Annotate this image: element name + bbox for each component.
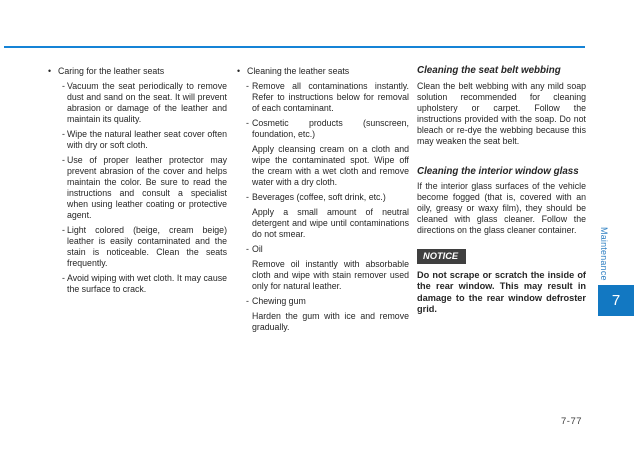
column-caring-leather-seats: [48, 66, 227, 295]
dash-marker: -: [246, 296, 249, 306]
page-number: 7-77: [561, 416, 583, 427]
list-text: Remove all contaminations instantly. Refer to instructions below for removal of each contaminant.: [252, 81, 409, 113]
header-rule: [4, 46, 585, 48]
list-text: Avoid wiping with wet cloth. It may cause the surface to crack.: [67, 273, 227, 294]
list-text: Vacuum the seat periodically to remove dust and sand on the seat. It will prevent abrasion or damage of the leather and maintain its quality.: [67, 81, 227, 124]
bullet-marker: •: [48, 66, 52, 76]
dash-marker: -: [62, 273, 65, 283]
list-text: Oil: [252, 244, 263, 254]
list-title: Caring for the leather seats: [58, 66, 165, 76]
list-item: [246, 244, 409, 255]
list-sub-paragraph: Remove oil instantly with absorbable cloth and wipe with stain remover used only for natural leather.: [252, 259, 409, 291]
notice-block: [417, 249, 586, 316]
list-text: Cosmetic products (sunscreen, foundation, etc.): [252, 118, 409, 139]
section-body: If the interior glass surfaces of the vehicle become fogged (that is, covered with an oily, greasy or waxy film), they should be cleaned with glass cleaner. Follow the directions on the glass cleaner container.: [417, 181, 586, 235]
list-item: [62, 225, 227, 269]
list-item: [246, 118, 409, 140]
dash-marker: -: [246, 118, 249, 128]
dash-marker: -: [246, 192, 249, 202]
column-cleaning-leather-seats: [237, 66, 409, 333]
list-text: Chewing gum: [252, 296, 306, 306]
list-item: [246, 192, 409, 203]
list-sub-paragraph: Apply cleansing cream on a cloth and wipe the contaminated spot. Wipe off the cream with a wet cloth and remove water with a dry cloth.: [252, 144, 409, 187]
list-text: Light colored (beige, cream beige) leather is easily contaminated and the stain is noticeable. Clean the seats frequently.: [67, 225, 227, 268]
dash-marker: -: [62, 81, 65, 91]
notice-body: Do not scrape or scratch the inside of the rear window. This may result in damage to the rear window defroster grid.: [417, 270, 586, 315]
list-item: [246, 296, 409, 307]
chapter-tab-number: 7: [598, 285, 634, 316]
section-interior-window-glass: [417, 166, 586, 237]
list-title: Cleaning the leather seats: [247, 66, 350, 76]
dash-marker: -: [62, 155, 65, 165]
list-text: Use of proper leather protector may prevent abrasion of the cover and helps maintain the color. Be sure to read the instructions and consult a specialist when using leather coating or protective agent.: [67, 155, 227, 220]
list-text: Wipe the natural leather seat cover often with dry or soft cloth.: [67, 129, 227, 150]
list-text: Beverages (coffee, soft drink, etc.): [252, 192, 386, 202]
section-seat-belt-webbing: [417, 65, 586, 147]
list-item: [62, 273, 227, 295]
column-right-sections: [417, 65, 586, 316]
list-item: [62, 81, 227, 125]
list-item: [237, 66, 409, 77]
section-heading: Cleaning the seat belt webbing: [417, 65, 561, 76]
notice-label: NOTICE: [417, 249, 466, 264]
dash-marker: -: [62, 129, 65, 139]
dash-marker: -: [246, 81, 249, 91]
section-heading: Cleaning the interior window glass: [417, 165, 579, 177]
dash-marker: -: [246, 244, 249, 254]
list-sub-paragraph: Harden the gum with ice and remove gradually.: [252, 311, 409, 332]
list-item: [246, 81, 409, 114]
list-item: [62, 155, 227, 221]
list-sub-paragraph: Apply a small amount of neutral detergent and wipe until contaminations do not smear.: [252, 207, 409, 239]
section-body: Clean the belt webbing with any mild soap solution recommended for cleaning upholstery or carpet. Follow the instructions provided with the soap. Do not bleach or re-dye the webbing because this may weaken the seat belt.: [417, 80, 586, 146]
bullet-marker: •: [237, 66, 241, 76]
dash-marker: -: [62, 225, 65, 235]
list-item: [62, 129, 227, 151]
chapter-tab-label: Maintenance: [599, 227, 609, 281]
list-item: [48, 66, 227, 77]
